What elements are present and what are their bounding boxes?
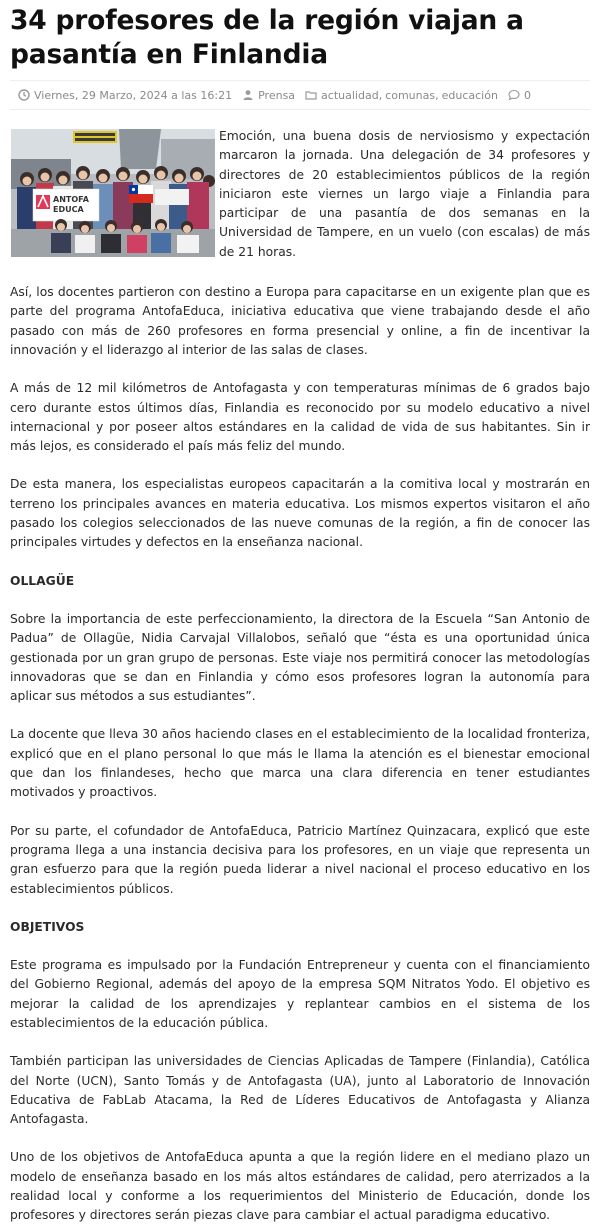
paragraph-2: Así, los docentes partieron con destino a Europa para capacitarse en un exigente plan que es parte del programa AntofaEduca, iniciativa educativa que viene trabajando desde el año pasado con más de 260 profesores en forma presencial y online, a fin de incentivar la innovación y el liderazgo al interior de las salas de clases. <box>10 285 590 357</box>
comment-icon <box>508 89 520 101</box>
group-photo-illustration <box>11 129 215 257</box>
meta-categories: actualidad , comunas , educación <box>305 89 498 102</box>
folder-icon <box>305 89 317 101</box>
article-title: 34 profesores de la región viajan a pasantía en Finlandia <box>10 5 524 70</box>
paragraph-1: Emoción, una buena dosis de nerviosismo y expectación marcaron la jornada. Una delegación de 34 profesores y directores de 20 establecimientos públicos de la región iniciaron este viernes un largo viaje a Finlandia para participar de una pasantía de dos semanas en la Universidad de Tampere, en un vuelo (con escalas) de más de 21 horas. <box>219 129 590 259</box>
meta-author-link[interactable]: Prensa <box>258 88 296 102</box>
group-photo <box>11 129 215 257</box>
category-link-comunas[interactable]: comunas <box>385 88 436 102</box>
article-body <box>10 127 590 1226</box>
paragraph-5: Sobre la importancia de este perfeccionamiento, la directora de la Escuela “San Antonio de Padua” de Ollagüe, Nidia Carvajal Villalobos, señaló que “ésta es una oportunidad única gestionada por un gran grupo de personas. Este viaje nos permitirá conocer las metodologías innovadoras que se dan en Finlandia y cómo esos profesores logran la autonomía para aplicar sus métodos a sus estudiantes”. <box>10 611 590 704</box>
paragraph-3: A más de 12 mil kilómetros de Antofagasta y con temperaturas mínimas de 6 grados bajo cero durante estos últimos días, Finlandia es reconocido por su modelo educativo a nivel internacional y por poseer altos estándares en la calidad de vida de sus habitantes. Sin ir más lejos, es considerado el país más feliz del mundo. <box>10 381 590 454</box>
category-link-actualidad[interactable]: actualidad <box>321 88 379 102</box>
article-meta <box>10 80 590 110</box>
banner-text-educa: EDUCA <box>53 205 84 214</box>
paragraph-6: La docente que lleva 30 años haciendo clases en el establecimiento de la localidad fronteriza, explicó que en el plano personal lo que más le llama la atención es el bienestar emocional que dan los finlandeses, hecho que marca una clara diferencia en tener estudiantes motivados y proactivos. <box>10 727 590 800</box>
paragraph-8: Este programa es impulsado por la Fundación Entrepreneur y cuenta con el financiamiento del Gobierno Regional, además del apoyo de la empresa SQM Nitratos Yodo. El objetivo es mejorar la calidad de los aprendizajes y replantear cambios en el sistema de los establecimientos de la educación pública. <box>10 958 590 1030</box>
meta-comments[interactable] <box>508 89 531 102</box>
meta-comments-count[interactable]: 0 <box>523 88 531 102</box>
section-heading-ollague: OLLAGÜE <box>10 573 75 588</box>
meta-date-text: Viernes, 29 Marzo, 2024 a las 16:21 <box>34 88 233 102</box>
paragraph-9: También participan las universidades de Ciencias Aplicadas de Tampere (Finlandia), Católica del Norte (UCN), Santo Tomás y de Antofagasta (UA), junto al Laboratorio de Innovación Educativa de FabLab Atacama, la Red de Líderes Educativos de Antofagasta y Alianza Antofagasta. <box>10 1054 590 1127</box>
section-heading-objetivos: OBJETIVOS <box>10 919 85 934</box>
paragraph-10: Uno de los objetivos de AntofaEduca apunta a que la región lidere en el mediano plazo un modelo de enseñanza basado en los más altos estándares de calidad, pero aterrizados a la realidad local y conforme a los requerimientos del Ministerio de Educación, donde los profesores y directores serán piezas clave para cambiar el actual paradigma educativo. <box>10 1150 590 1223</box>
paragraph-4: De esta manera, los especialistas europeos capacitarán a la comitiva local y mostrarán en terreno los principales avances en materia educativa. Los mismos expertos visitaron el año pasado los colegios seleccionados de las nueve comunas de la región, a fin de conocer las principales virtudes y defectos en la enseñanza nacional. <box>10 477 590 550</box>
user-icon <box>242 89 254 101</box>
paragraph-7: Por su parte, el cofundador de AntofaEduca, Patricio Martínez Quinzacara, explicó que este programa llega a una instancia decisiva para los profesores, en un viaje que representa un gran esfuerzo para que la región pueda liderar a nivel nacional el proceso educativo en los establecimientos públicos. <box>10 823 590 896</box>
banner-text-antofa: ANTOFA <box>53 195 89 204</box>
meta-author[interactable] <box>242 89 295 102</box>
meta-date <box>18 89 232 102</box>
category-link-educacion[interactable]: educación <box>441 88 498 102</box>
clock-icon <box>18 89 30 101</box>
